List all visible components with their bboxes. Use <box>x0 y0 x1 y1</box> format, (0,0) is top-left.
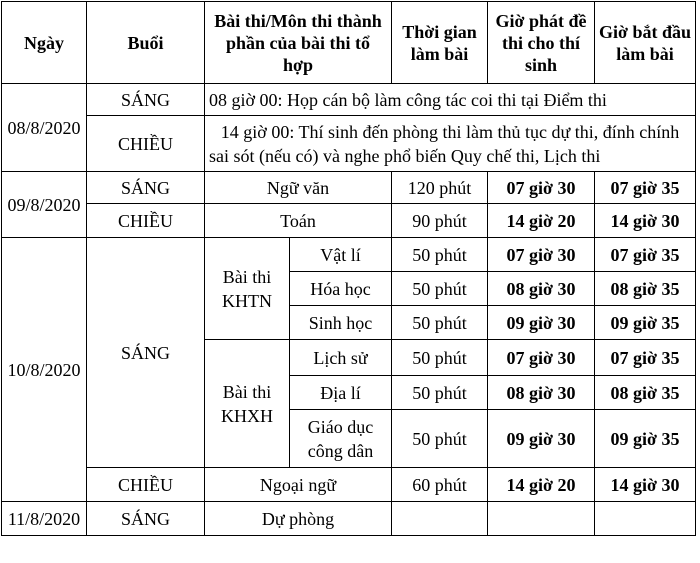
duration-cell: 90 phút <box>392 204 488 238</box>
duration-cell: 50 phút <box>392 376 488 410</box>
duration-cell: 50 phút <box>392 410 488 468</box>
hand-out-cell: 09 giờ 30 <box>488 306 595 340</box>
header-hand-out: Giờ phát đề thi cho thí sinh <box>488 2 595 84</box>
start-cell: 14 giờ 30 <box>595 204 696 238</box>
duration-cell: 50 phút <box>392 238 488 272</box>
header-subject: Bài thi/Môn thi thành phần của bài thi tổ hợp <box>205 2 392 84</box>
header-day: Ngày <box>2 2 87 84</box>
note-cell: 14 giờ 00: Thí sinh đến phòng thi làm thủ tục dự thi, đính chính sai sót (nếu có) và nghe phổ biến Quy chế thi, Lịch thi <box>205 116 696 172</box>
duration-cell: 50 phút <box>392 306 488 340</box>
duration-cell: 50 phút <box>392 272 488 306</box>
group-label-khxh: Bài thi KHXH <box>205 340 290 468</box>
table-row <box>2 84 696 116</box>
subject-cell: Sinh học <box>290 306 392 340</box>
start-cell: 07 giờ 35 <box>595 238 696 272</box>
hand-out-cell: 07 giờ 30 <box>488 172 595 204</box>
subject-cell: Địa lí <box>290 376 392 410</box>
start-cell: 09 giờ 35 <box>595 306 696 340</box>
header-duration: Thời gian làm bài <box>392 2 488 84</box>
date-cell: 09/8/2020 <box>2 172 87 238</box>
duration-cell <box>392 502 488 536</box>
subject-cell: Toán <box>205 204 392 238</box>
session-cell: SÁNG <box>87 172 205 204</box>
exam-schedule-table <box>1 1 696 536</box>
session-cell: SÁNG <box>87 238 205 468</box>
subject-cell: Ngoại ngữ <box>205 468 392 502</box>
table-row <box>2 204 696 238</box>
duration-cell: 120 phút <box>392 172 488 204</box>
start-cell: 14 giờ 30 <box>595 468 696 502</box>
start-cell: 08 giờ 35 <box>595 376 696 410</box>
session-cell: CHIỀU <box>87 204 205 238</box>
duration-cell: 60 phút <box>392 468 488 502</box>
table-row <box>2 468 696 502</box>
start-cell: 07 giờ 35 <box>595 172 696 204</box>
subject-cell: Giáo dục công dân <box>290 410 392 468</box>
subject-cell: Ngữ văn <box>205 172 392 204</box>
subject-cell: Lịch sử <box>290 340 392 376</box>
session-cell: SÁNG <box>87 502 205 536</box>
table-row <box>2 502 696 536</box>
hand-out-cell: 07 giờ 30 <box>488 340 595 376</box>
table-row <box>2 238 696 272</box>
header-row <box>2 2 696 84</box>
note-cell: 08 giờ 00: Họp cán bộ làm công tác coi thi tại Điểm thi <box>205 84 696 116</box>
hand-out-cell: 14 giờ 20 <box>488 468 595 502</box>
group-label-khtn: Bài thi KHTN <box>205 238 290 340</box>
hand-out-cell: 08 giờ 30 <box>488 272 595 306</box>
subject-cell: Dự phòng <box>205 502 392 536</box>
table-row <box>2 172 696 204</box>
session-cell: CHIỀU <box>87 116 205 172</box>
date-cell: 08/8/2020 <box>2 84 87 172</box>
start-cell: 07 giờ 35 <box>595 340 696 376</box>
start-cell: 09 giờ 35 <box>595 410 696 468</box>
exam-schedule <box>1 1 696 536</box>
subject-cell: Hóa học <box>290 272 392 306</box>
session-cell: SÁNG <box>87 84 205 116</box>
date-cell: 11/8/2020 <box>2 502 87 536</box>
hand-out-cell: 14 giờ 20 <box>488 204 595 238</box>
session-cell: CHIỀU <box>87 468 205 502</box>
date-cell: 10/8/2020 <box>2 238 87 502</box>
hand-out-cell: 09 giờ 30 <box>488 410 595 468</box>
header-session: Buổi <box>87 2 205 84</box>
hand-out-cell <box>488 502 595 536</box>
hand-out-cell: 08 giờ 30 <box>488 376 595 410</box>
start-cell: 08 giờ 35 <box>595 272 696 306</box>
start-cell <box>595 502 696 536</box>
header-start: Giờ bắt đầu làm bài <box>595 2 696 84</box>
duration-cell: 50 phút <box>392 340 488 376</box>
hand-out-cell: 07 giờ 30 <box>488 238 595 272</box>
table-row <box>2 116 696 172</box>
subject-cell: Vật lí <box>290 238 392 272</box>
